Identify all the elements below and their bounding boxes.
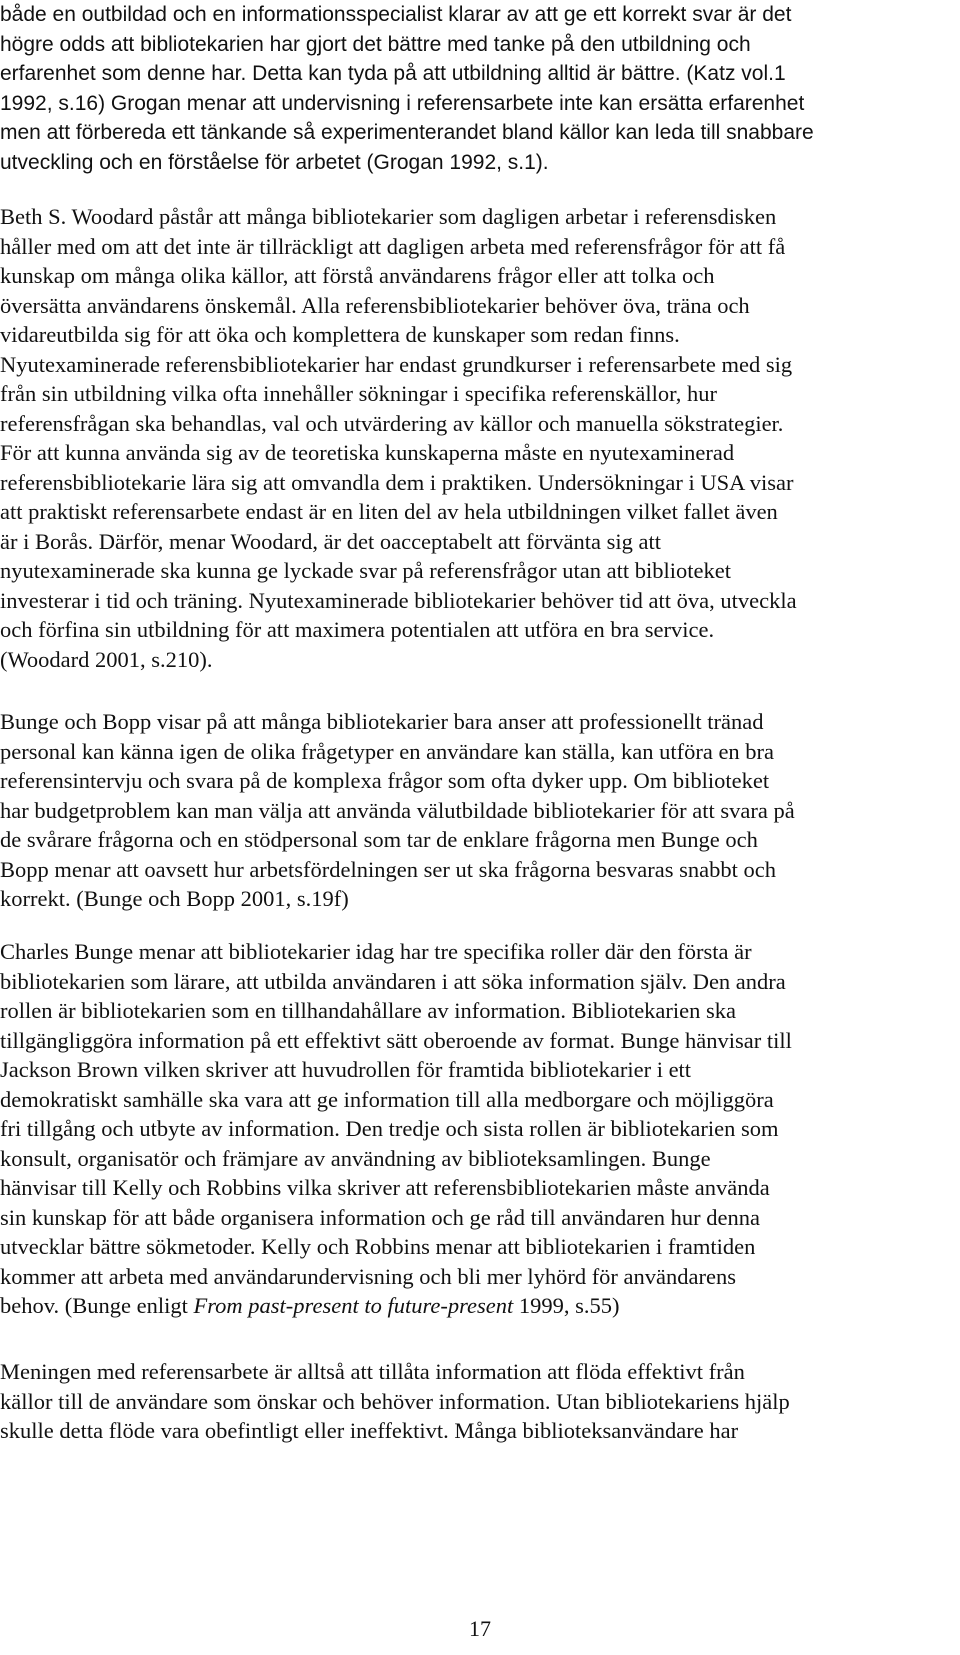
text-line: Bopp menar att oavsett hur arbetsfördelningen ser ut ska frågorna besvaras snabbt och — [0, 856, 776, 882]
paragraph-woodard — [0, 202, 960, 674]
text-line: nyutexaminerade ska kunna ge lyckade svar på referensfrågor utan att biblioteket — [0, 558, 731, 583]
text-line: sin kunskap för att både organisera information och ge råd till användaren hur denna — [0, 1204, 760, 1230]
text-line: högre odds att bibliotekarien har gjort det bättre med tanke på den utbildning och — [0, 32, 751, 56]
text-line: personal kan känna igen de olika frågetyper en användare kan ställa, kan utföra en bra — [0, 738, 775, 764]
text-line: från sin utbildning vilka ofta innehåller sökningar i specifika referenskällor, hur — [0, 381, 718, 406]
text-line: investerar i tid och träning. Nyutexaminerade bibliotekarier behöver tid att öva, utveckla — [0, 587, 797, 613]
page-number: 17 — [469, 1616, 491, 1641]
text-line: rollen är bibliotekarien som en tillhandahållare av information. Bibliotekarien ska — [0, 998, 737, 1023]
text-line: tillgängliggöra information på ett effektivt sätt oberoende av format. Bunge hänvisar till — [0, 1027, 792, 1053]
text-line: men att förbereda ett tänkande så experimenterandet bland källor kan leda till snabbare — [0, 121, 814, 144]
paragraph-charles-bunge — [0, 937, 960, 1321]
citation-line — [0, 1291, 960, 1321]
text-line: konsult, organisatör och främjare av användning av biblioteksamlingen. Bunge — [0, 1145, 711, 1171]
citation-suffix: 1999, s.55) — [513, 1293, 620, 1318]
text-line: fri tillgång och utbyte av information. Den tredje och sista rollen är bibliotekarien som — [0, 1116, 779, 1141]
text-line: referensfrågan ska behandlas, val och utvärdering av källor och manuella sökstrategier. — [0, 410, 784, 436]
text-line: skulle detta flöde vara obefintligt eller ineffektivt. Många biblioteksanvändare har — [0, 1418, 739, 1443]
text-line: korrekt. (Bunge och Bopp 2001, s.19f) — [0, 886, 349, 911]
text-line: har budgetproblem kan man välja att använda välutbildade bibliotekarier för att svara på — [0, 797, 795, 823]
text-line: och förfina sin utbildning för att maximera potentialen att utföra en bra service. — [0, 617, 715, 642]
text-line: Beth S. Woodard påstår att många bibliotekarier som dagligen arbetar i referensdisken — [0, 204, 777, 229]
text-line: För att kunna använda sig av de teoretiska kunskaperna måste en nyutexaminerad — [0, 440, 735, 465]
paragraph-meningen — [0, 1357, 960, 1446]
text-line: att praktiskt referensarbete endast är en liten del av hela utbildningen vilket fallet även — [0, 499, 778, 524]
text-line: utveckling och en förståelse för arbetet (Grogan 1992, s.1). — [0, 150, 549, 174]
text-line: referensintervju och svara på de komplexa frågor som ofta dyker upp. Om biblioteket — [0, 768, 770, 793]
paragraph-bunge-bopp — [0, 707, 960, 914]
citation-title: From past-present to future-present — [193, 1293, 514, 1318]
text-line: är i Borås. Därför, menar Woodard, är det oacceptabelt att förvänta sig att — [0, 528, 661, 554]
citation-prefix: behov. (Bunge enligt — [0, 1293, 194, 1318]
text-line: referensbibliotekarie lära sig att omvandla dem i praktiken. Undersökningar i USA visar — [0, 469, 794, 495]
text-line: vidareutbilda sig för att öka och komplettera de kunskaper som redan finns. — [0, 322, 680, 347]
text-line: bibliotekarien som lärare, att utbilda användaren i att söka information själv. Den andra — [0, 968, 786, 994]
text-line: Charles Bunge menar att bibliotekarier idag har tre specifika roller där den första är — [0, 939, 752, 964]
text-line: håller med om att det inte är tillräckligt att dagligen arbeta med referensfrågor för att få — [0, 233, 786, 259]
text-line: källor till de användare som önskar och behöver information. Utan bibliotekariens hjälp — [0, 1388, 790, 1414]
text-line: erfarenhet som denne har. Detta kan tyda på att utbildning alltid är bättre. (Katz vol.1 — [0, 62, 786, 85]
text-line: de svårare frågorna och en stödpersonal som tar de enklare frågorna men Bunge och — [0, 827, 758, 852]
text-line: 1992, s.16) Grogan menar att undervisning i referensarbete inte kan ersätta erfarenhet — [0, 91, 805, 115]
text-line: Jackson Brown vilken skriver att huvudrollen för framtida bibliotekarier i ett — [0, 1057, 692, 1082]
text-line: Meningen med referensarbete är alltså att tillåta information att flöda effektivt från — [0, 1359, 745, 1384]
text-line: Bunge och Bopp visar på att många bibliotekarier bara anser att professionellt tränad — [0, 709, 764, 734]
text-line: (Woodard 2001, s.210). — [0, 646, 213, 672]
text-line: utvecklar bättre sökmetoder. Kelly och Robbins menar att bibliotekarien i framtiden — [0, 1234, 756, 1259]
text-line: både en outbildad och en informationsspecialist klarar av att ge ett korrekt svar är det — [0, 3, 792, 26]
paragraph-katz-grogan — [0, 0, 960, 177]
text-line: Nyutexaminerade referensbibliotekarier har endast grundkurser i referensarbete med sig — [0, 351, 793, 377]
text-line: hänvisar till Kelly och Robbins vilka skriver att referensbibliotekarien måste använda — [0, 1175, 770, 1200]
text-line: översätta användarens önskemål. Alla referensbibliotekarier behöver öva, träna och — [0, 292, 750, 318]
text-line: kunskap om många olika källor, att förstå användarens frågor eller att tolka och — [0, 263, 715, 288]
text-line: demokratiskt samhälle ska vara att ge information till alla medborgare och möjliggöra — [0, 1086, 774, 1112]
text-line: kommer att arbeta med användarundervisning och bli mer lyhörd för användarens — [0, 1263, 736, 1289]
